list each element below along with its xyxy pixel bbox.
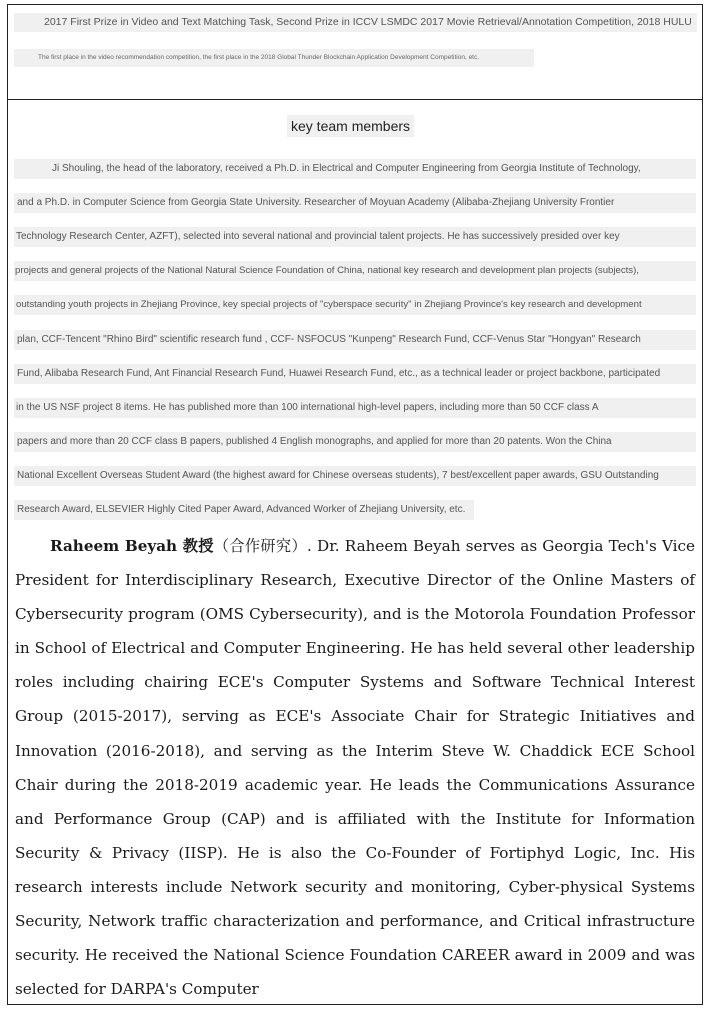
table-row-divider bbox=[7, 99, 703, 100]
ji-bio-line: outstanding youth projects in Zhejiang Province, key special projects of "cyberspace security" in Zhejiang Province's key research and development bbox=[14, 295, 696, 315]
beyah-bio-text: Dr. Raheem Beyah serves as Georgia Tech's Vice President for Interdisciplinary Research, Executive Director of the Online Masters of Cybersecurity program (OMS Cybersecurity), and is the Motorola Foundation Professor in School of Electrical and Computer Engineering. He has held several other leadership roles including chairing ECE's Computer Systems and Software Technical Interest Group (2015-2017), serving as ECE's Associate Chair for Strategic Initiatives and Innovation (2016-2018), and serving as the Interim Steve W. Chaddick ECE School Chair during the 2018-2019 academic year. He leads the Communications Assurance and Performance Group (CAP) and is affiliated with the Institute for Information Security & Privacy (IISP). He is also the Co-Founder of Fortiphyd Logic, Inc. His research interests include Network security and monitoring, Cyber-physical Systems Security, Network traffic characterization and performance, and Critical infrastructure security. He received the National Science Foundation CAREER award in 2009 and was selected for DARPA's Computer bbox=[15, 537, 696, 999]
ji-bio-line: Fund, Alibaba Research Fund, Ant Financial Research Fund, Huawei Research Fund, etc., as a technical leader or project backbone, participated bbox=[14, 364, 696, 384]
ji-bio-line: National Excellent Overseas Student Award (the highest award for Chinese overseas students), 7 best/excellent paper awards, GSU Outstanding bbox=[14, 466, 696, 486]
awards-line-1: 2017 First Prize in Video and Text Matching Task, Second Prize in ICCV LSMDC 2017 Movie Retrieval/Annotation Competition, 2018 HULU bbox=[14, 13, 697, 32]
ji-bio-line: and a Ph.D. in Computer Science from Georgia State University. Researcher of Moyuan Academy (Alibaba-Zhejiang University Frontier bbox=[14, 193, 696, 213]
ji-bio-line: projects and general projects of the National Natural Science Foundation of China, national key research and development plan projects (subjects), bbox=[14, 261, 696, 281]
beyah-name: Raheem Beyah 教授 bbox=[50, 537, 214, 555]
awards-line-2: The first place in the video recommendation competition, the first place in the 2018 Global Thunder Blockchain Application Development Competition, etc. bbox=[14, 49, 534, 67]
ji-bio-line: Technology Research Center, AZFT), selected into several national and provincial talent projects. He has successively presided over key bbox=[14, 227, 696, 247]
ji-bio-line: Ji Shouling, the head of the laboratory, received a Ph.D. in Electrical and Computer Engineering from Georgia Institute of Technology, bbox=[14, 159, 696, 179]
ji-bio-line: Research Award, ELSEVIER Highly Cited Paper Award, Advanced Worker of Zhejiang University, etc. bbox=[14, 500, 474, 520]
beyah-role: （合作研究）. bbox=[213, 537, 312, 555]
ji-bio-line: papers and more than 20 CCF class B papers, published 4 English monographs, and applied for more than 20 patents. Won the China bbox=[14, 432, 696, 452]
section-heading: key team members bbox=[287, 115, 414, 137]
ji-bio-line: in the US NSF project 8 items. He has published more than 100 international high-level papers, including more than 50 CCF class A bbox=[14, 398, 696, 418]
ji-bio-line: plan, CCF-Tencent "Rhino Bird" scientific research fund , CCF- NSFOCUS "Kunpeng" Research Fund, CCF-Venus Star "Hongyan" Research bbox=[14, 330, 696, 350]
beyah-bio-paragraph bbox=[15, 529, 695, 1006]
